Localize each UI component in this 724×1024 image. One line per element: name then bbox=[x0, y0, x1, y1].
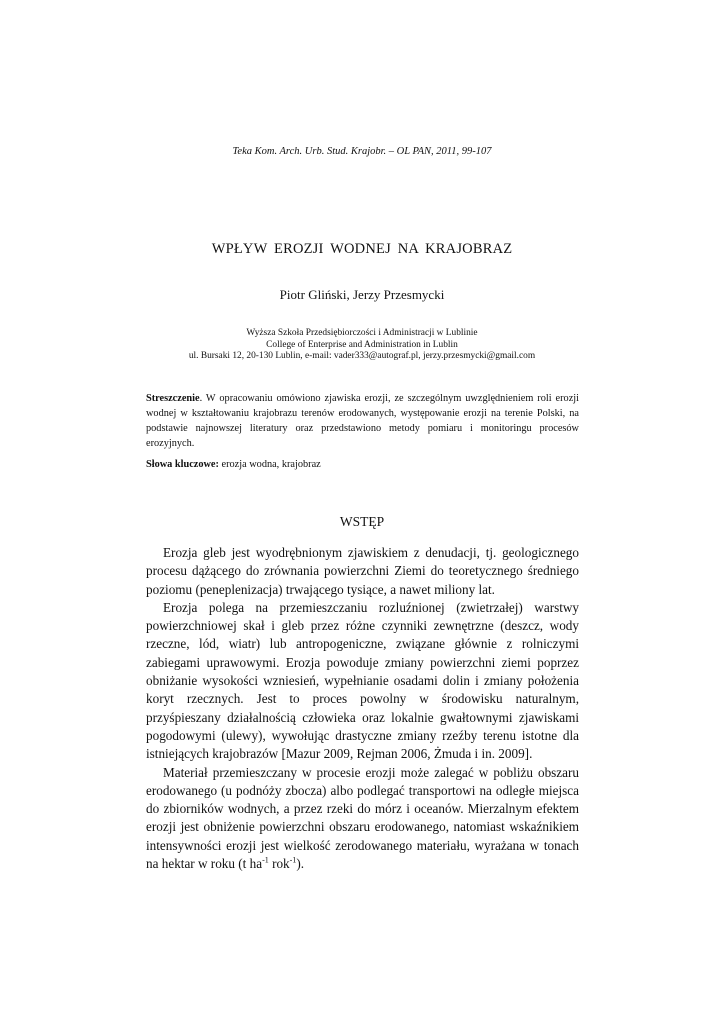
paragraph-text: rok bbox=[268, 856, 290, 872]
affiliation-address: ul. Bursaki 12, 20-130 Lublin, e-mail: vader333@autograf.pl, jerzy.przesmycki@gmail.com bbox=[188, 351, 536, 361]
superscript: -1 bbox=[289, 855, 297, 865]
superscript: -1 bbox=[262, 855, 269, 865]
keywords-text: erozja wodna, krajobraz bbox=[218, 459, 321, 470]
paragraph bbox=[146, 764, 579, 874]
affiliation-line: Wyższa Szkoła Przedsiębiorczości i Administracji w Lublinie bbox=[246, 328, 478, 338]
section-body bbox=[146, 544, 579, 873]
author-affiliation bbox=[0, 328, 724, 363]
affiliation-line: College of Enterprise and Administration in Lublin bbox=[266, 339, 458, 350]
abstract-text: . W opracowaniu omówiono zjawiska erozji, ze szczególnym uwzględnieniem roli erozji wodnej w kształtowaniu krajobrazu terenów erodowanych, występowanie erozji na terenie Polski, na podstawie najnowszej literatury oraz przedstawiono metody pomiaru i monitoringu procesów erozyjnych. bbox=[146, 393, 579, 449]
abstract-label: Streszczenie bbox=[146, 393, 200, 404]
section-heading: WSTĘP bbox=[339, 514, 385, 529]
keywords-label: Słowa kluczowe: bbox=[146, 459, 219, 470]
paragraph-text: Materiał przemieszczany w procesie erozji może zalegać w pobliżu obszaru erodowanego (u podnóży zbocza) albo podlegać transportowi na odległe miejsca do zbiorników wodnych, a przez rzeki do mórz i oceanów. Mierzalnym efektem erozji jest obniżenie powierzchni obszaru erodowanego, natomiast wskaźnikiem intensywności erozji jest wielkość zerodowanego materiału, wyrażana w tonach na hektar w roku (t ha bbox=[146, 764, 579, 872]
article-title: WPŁYW EROZJI WODNEJ NA KRAJOBRAZ bbox=[211, 241, 513, 257]
paragraph: Erozja polega na przemieszczaniu rozluźnionej (zwietrzałej) warstwy powierzchniowej skał i gleb przez różne czynniki zewnętrzne (deszcz, wody rzeczne, lód, wiatr) lub antropogeniczne, związane głównie z rolniczymi zabiegami uprawowymi. Erozja powoduje zmiany powierzchni ziemi poprzez obniżanie wysokości wzniesień, wypełnianie osadami dolin i zmiany położenia koryt rzecznych. Jest to proces powolny w środowisku naturalnym, przyśpieszany działalnością człowieka oraz lokalnie gwałtownymi zjawiskami pogodowymi (ulewy), wywołując drastyczne zmiany rzeźby terenu istotne dla istniejących krajobrazów [Mazur 2009, Rejman 2006, Żmuda i in. 2009]. bbox=[146, 599, 579, 762]
keywords bbox=[146, 457, 579, 472]
paragraph: Erozja gleb jest wyodrębnionym zjawiskiem z denudacji, tj. geologicznego procesu dążącego do zrównania powierzchni Ziemi do teoretycznego średniego poziomu (peneplenizacja) trwającego tysiące, a nawet miliony lat. bbox=[146, 545, 579, 597]
article-authors: Piotr Gliński, Jerzy Przesmycki bbox=[279, 287, 445, 302]
paragraph-text: ). bbox=[296, 856, 305, 872]
abstract bbox=[146, 391, 579, 451]
journal-citation: Teka Kom. Arch. Urb. Stud. Krajobr. – OL PAN, 2011, 99-107 bbox=[232, 146, 492, 157]
